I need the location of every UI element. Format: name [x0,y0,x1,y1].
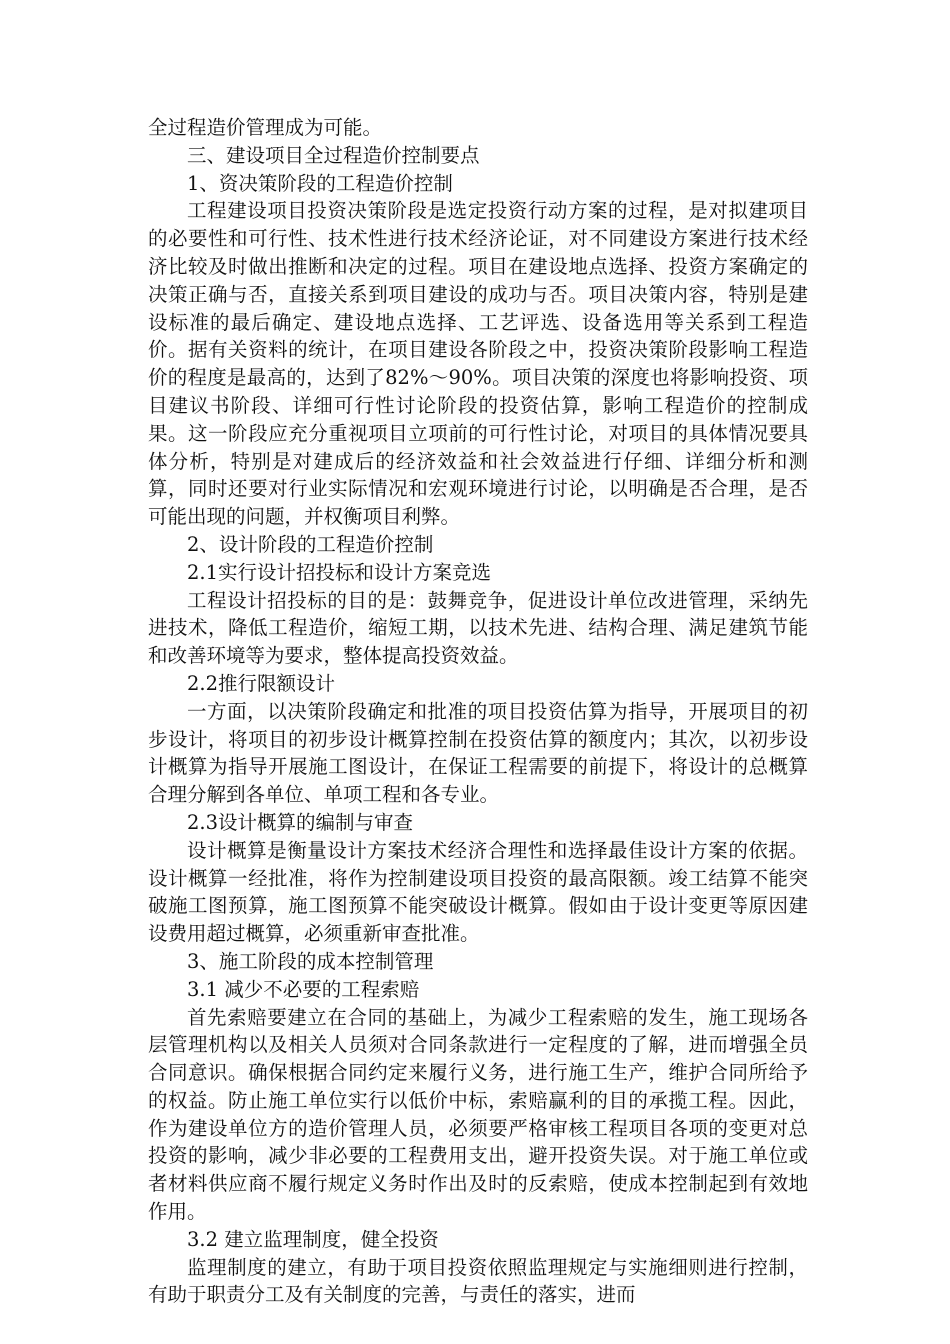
subheading-decision-stage: 1、资决策阶段的工程造价控制 [187,171,453,195]
paragraph-supervision: 监理制度的建立，有助于项目投资依照监理规定与实施细则进行控制，有助于职责分工及有关制度的完善，与责任的落实，进而 [148,1255,808,1307]
paragraph-continuation: 全过程造价管理成为可能。 [148,116,383,139]
subheading-3-2: 3.2 建立监理制度，健全投资 [187,1227,439,1251]
section-heading-3: 三、建设项目全过程造价控制要点 [187,143,480,167]
paragraph-design-estimate: 设计概算是衡量设计方案技术经济合理性和选择最佳设计方案的依据。设计概算一经批准，将作为控制建设项目投资的最高限额。竣工结算不能突破施工图预算，施工图预算不能突破设计概算。假如由于设计变更等原因建设费用超过概算，必须重新审查批准。 [148,838,808,946]
paragraph-claims: 首先索赔要建立在合同的基础上，为减少工程索赔的发生，施工现场各层管理机构以及相关人员须对合同条款进行一定程度的了解，进而增强全员合同意识。确保根据合同约定来履行义务，进行施工生产，维护合同所给予的权益。防止施工单位实行以低价中标，索赔赢利的目的承揽工程。因此，作为建设单位方的造价管理人员，必须要严格审核工程项目各项的变更对总投资的影响，减少非必要的工程费用支出，避开投资失误。对于施工单位或者材料供应商不履行规定义务时作出及时的反索赔，使成本控制起到有效地作用。 [148,1005,808,1224]
paragraph-design-bidding: 工程设计招投标的目的是：鼓舞竞争，促进设计单位改进管理，采纳先进技术，降低工程造价，缩短工期，以技术先进、结构合理、满足建筑节能和改善环境等为要求，整体提高投资效益。 [148,588,808,668]
subheading-2-3: 2.3设计概算的编制与审查 [187,810,414,834]
subheading-3-1: 3.1 减少不必要的工程索赔 [187,977,420,1001]
document-page [148,114,808,1309]
paragraph-decision-stage: 工程建设项目投资决策阶段是选定投资行动方案的过程，是对拟建项目的必要性和可行性、技术性进行技术经济论证，对不同建设方案进行技术经济比较及时做出推断和决定的过程。项目在建设地点选择、投资方案确定的决策正确与否，直接关系到项目建设的成功与否。项目决策内容，特别是建设标准的最后确定、建设地点选择、工艺评选、设备选用等关系到工程造价。据有关资料的统计，在项目建设各阶段之中，投资决策阶段影响工程造价的程度是最高的，达到了82%～90%。项目决策的深度也将影响投资、项目建议书阶段、详细可行性讨论阶段的投资估算，影响工程造价的控制成果。这一阶段应充分重视项目立项前的可行性讨论，对项目的具体情况要具体分析，特别是对建成后的经济效益和社会效益进行仔细、详细分析和测算，同时还要对行业实际情况和宏观环境进行讨论，以明确是否合理，是否可能出现的问题，并权衡项目利弊。 [148,199,808,529]
subheading-construction-stage: 3、施工阶段的成本控制管理 [187,949,434,973]
subheading-2-2: 2.2推行限额设计 [187,671,336,695]
subheading-2-1: 2.1实行设计招投标和设计方案竞选 [187,560,492,584]
paragraph-quota-design: 一方面，以决策阶段确定和批准的项目投资估算为指导，开展项目的初步设计，将项目的初步设计概算控制在投资估算的额度内；其次，以初步设计概算为指导开展施工图设计，在保证工程需要的前提下，将设计的总概算合理分解到各单位、单项工程和各专业。 [148,699,808,807]
subheading-design-stage: 2、设计阶段的工程造价控制 [187,532,434,556]
